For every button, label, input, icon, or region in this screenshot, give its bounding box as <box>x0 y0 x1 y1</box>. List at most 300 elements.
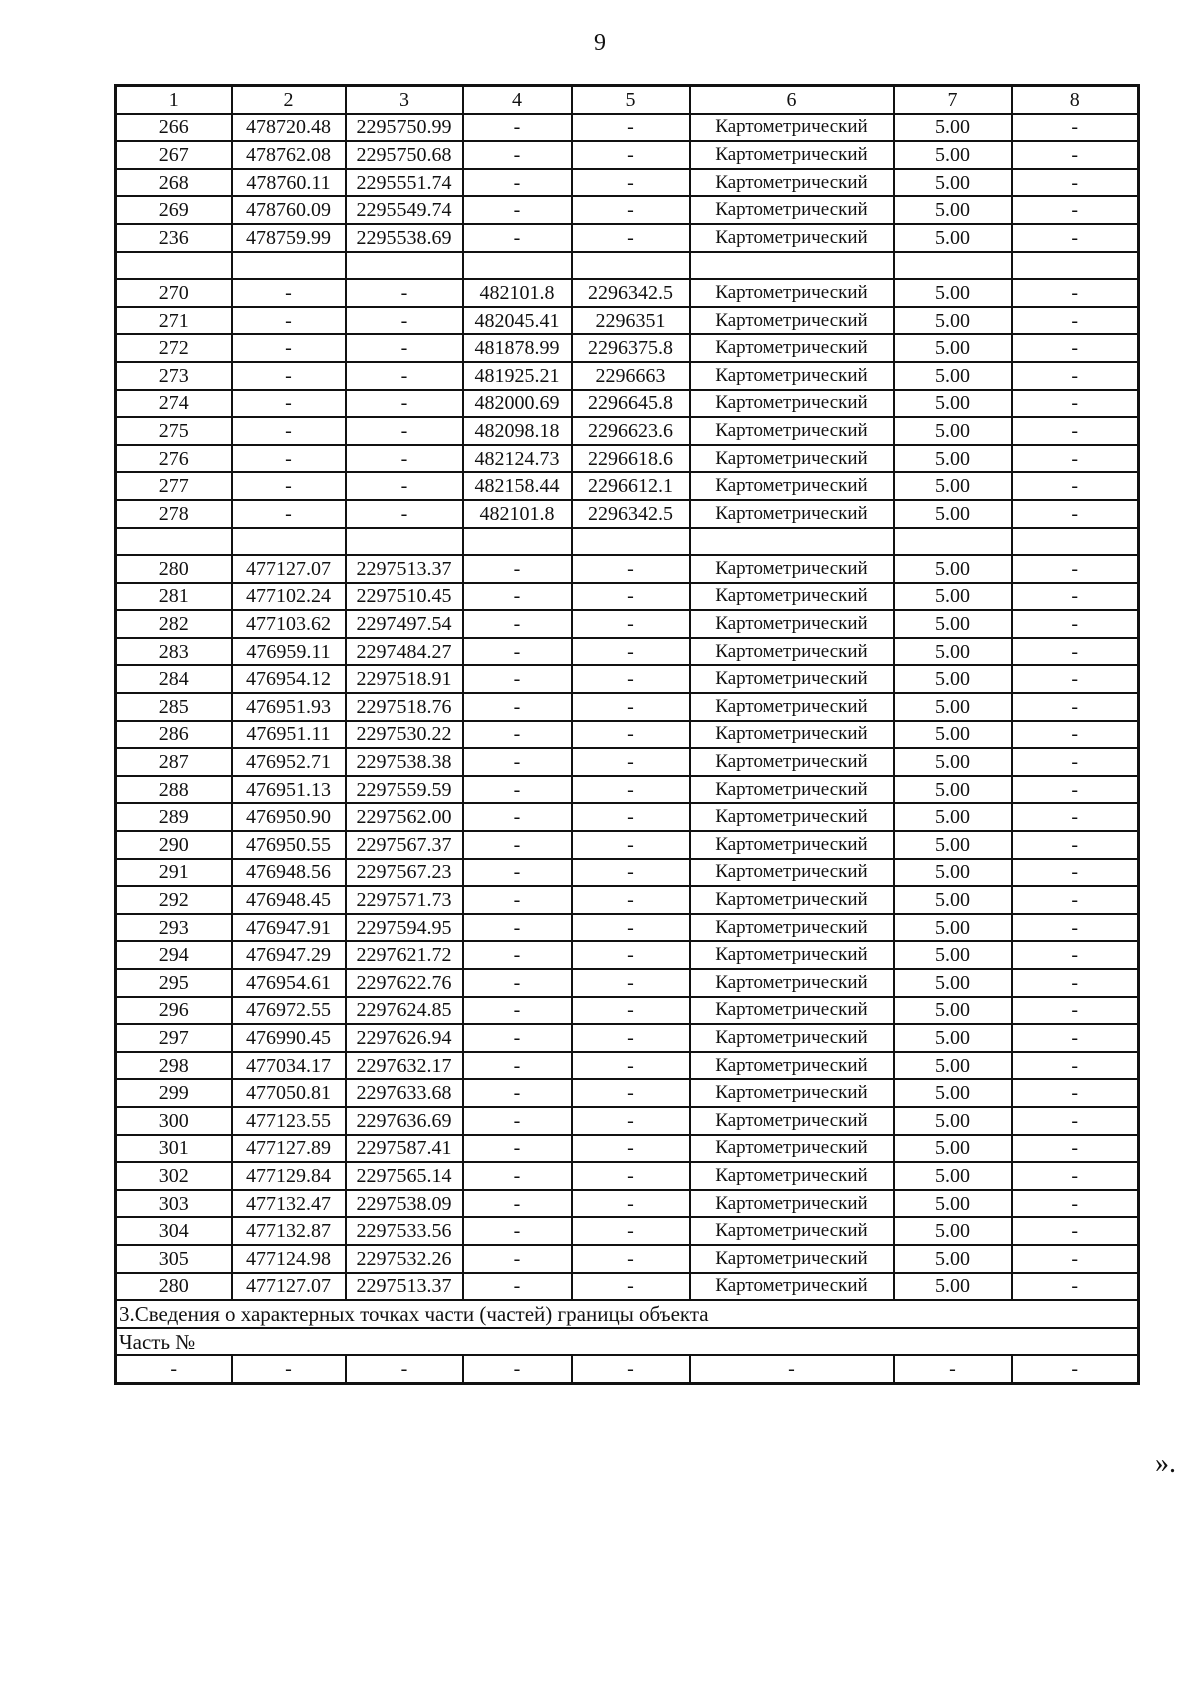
table-cell: 287 <box>116 748 232 776</box>
table-cell: 478759.99 <box>232 224 346 252</box>
table-cell: - <box>572 665 690 693</box>
table-cell: - <box>572 1107 690 1135</box>
table-cell <box>1012 252 1139 280</box>
table-cell: 280 <box>116 1273 232 1301</box>
table-row <box>116 693 1139 721</box>
table-cell: - <box>463 693 572 721</box>
table-cell: - <box>1012 721 1139 749</box>
table-cell: - <box>1012 500 1139 528</box>
table-cell: - <box>463 196 572 224</box>
table-row <box>116 196 1139 224</box>
part-row <box>116 1355 1139 1383</box>
column-header-6: 6 <box>690 86 894 114</box>
table-cell: 303 <box>116 1190 232 1218</box>
table-cell: 476947.29 <box>232 941 346 969</box>
table-cell: - <box>463 859 572 887</box>
table-cell: - <box>1012 224 1139 252</box>
table-cell: - <box>1012 196 1139 224</box>
table-cell: - <box>463 141 572 169</box>
table-cell: - <box>572 114 690 142</box>
table-cell: 5.00 <box>894 1135 1012 1163</box>
table-cell: 2297633.68 <box>346 1079 463 1107</box>
table-cell: - <box>463 1135 572 1163</box>
table-cell: - <box>572 776 690 804</box>
column-header-2: 2 <box>232 86 346 114</box>
table-cell: Картометрический <box>690 472 894 500</box>
table-row <box>116 997 1139 1025</box>
table-cell: 2297624.85 <box>346 997 463 1025</box>
table-cell: - <box>232 307 346 335</box>
table-row <box>116 941 1139 969</box>
table-cell: - <box>1012 859 1139 887</box>
table-cell: 477129.84 <box>232 1162 346 1190</box>
table-cell: 2296645.8 <box>572 390 690 418</box>
table-row <box>116 334 1139 362</box>
table-cell: 482101.8 <box>463 279 572 307</box>
table-cell: 478760.11 <box>232 169 346 197</box>
table-row <box>116 1190 1139 1218</box>
table-cell <box>572 252 690 280</box>
column-header-4: 4 <box>463 86 572 114</box>
table-cell: - <box>463 997 572 1025</box>
table-cell: 5.00 <box>894 886 1012 914</box>
table-cell: - <box>232 500 346 528</box>
table-row <box>116 279 1139 307</box>
table-row <box>116 141 1139 169</box>
table-cell: 285 <box>116 693 232 721</box>
table-cell: 477127.07 <box>232 1273 346 1301</box>
table-cell: - <box>463 1162 572 1190</box>
table-cell: 288 <box>116 776 232 804</box>
table-row <box>116 472 1139 500</box>
table-cell: - <box>572 1052 690 1080</box>
table-cell: 5.00 <box>894 445 1012 473</box>
table-cell <box>1012 528 1139 556</box>
table-cell: 5.00 <box>894 803 1012 831</box>
table-cell: 2297632.17 <box>346 1052 463 1080</box>
table-cell: Картометрический <box>690 859 894 887</box>
table-cell: - <box>463 721 572 749</box>
table-cell: 5.00 <box>894 941 1012 969</box>
table-cell: 482124.73 <box>463 445 572 473</box>
table-row <box>116 1273 1139 1301</box>
table-cell: - <box>572 1273 690 1301</box>
table-cell: 476954.61 <box>232 969 346 997</box>
table-cell: - <box>346 500 463 528</box>
table-cell: 5.00 <box>894 196 1012 224</box>
table-cell: Картометрический <box>690 997 894 1025</box>
table-cell <box>690 528 894 556</box>
table-header <box>116 86 1139 114</box>
table-cell: - <box>346 390 463 418</box>
table-cell: - <box>116 1355 232 1383</box>
table-cell: Картометрический <box>690 693 894 721</box>
table-cell: 482098.18 <box>463 417 572 445</box>
table-cell: 302 <box>116 1162 232 1190</box>
column-header-1: 1 <box>116 86 232 114</box>
table-cell: - <box>1012 1245 1139 1273</box>
table-cell: Картометрический <box>690 334 894 362</box>
table-cell: - <box>346 279 463 307</box>
table-cell: 273 <box>116 362 232 390</box>
table-row <box>116 114 1139 142</box>
table-cell: 2296663 <box>572 362 690 390</box>
table-cell <box>463 252 572 280</box>
table-cell: Картометрический <box>690 445 894 473</box>
table-cell: 5.00 <box>894 1217 1012 1245</box>
table-cell: 476950.90 <box>232 803 346 831</box>
table-cell: - <box>572 1245 690 1273</box>
table-cell: 5.00 <box>894 831 1012 859</box>
table-cell: - <box>1012 610 1139 638</box>
table-cell: Картометрический <box>690 721 894 749</box>
table-cell: - <box>346 417 463 445</box>
table-row <box>116 417 1139 445</box>
table-cell: - <box>232 390 346 418</box>
table-body <box>116 114 1139 1301</box>
table-cell: 5.00 <box>894 1273 1012 1301</box>
table-cell: Картометрический <box>690 307 894 335</box>
table-cell: 280 <box>116 555 232 583</box>
table-cell: 267 <box>116 141 232 169</box>
table-cell: - <box>1012 1135 1139 1163</box>
table-cell: 2297562.00 <box>346 803 463 831</box>
table-cell: 476954.12 <box>232 665 346 693</box>
table-cell: 292 <box>116 886 232 914</box>
table-cell: 281 <box>116 583 232 611</box>
table-cell: 298 <box>116 1052 232 1080</box>
table-cell: 477124.98 <box>232 1245 346 1273</box>
table-cell: - <box>463 941 572 969</box>
table-cell: 5.00 <box>894 776 1012 804</box>
section-3-title: 3.Сведения о характерных точках части (частей) границы объекта <box>116 1300 1139 1328</box>
table-cell: 272 <box>116 334 232 362</box>
table-cell: 2297518.76 <box>346 693 463 721</box>
table-row <box>116 1162 1139 1190</box>
table-cell: - <box>1012 941 1139 969</box>
table-row <box>116 555 1139 583</box>
table-cell: 305 <box>116 1245 232 1273</box>
closing-quote-mark: ». <box>1155 1448 1176 1479</box>
table-row <box>116 886 1139 914</box>
table-cell: - <box>232 362 346 390</box>
table-cell: - <box>894 1355 1012 1383</box>
table-cell: Картометрический <box>690 417 894 445</box>
table-cell: - <box>463 803 572 831</box>
table-cell: Картометрический <box>690 500 894 528</box>
table-cell: 477034.17 <box>232 1052 346 1080</box>
table-cell: 481878.99 <box>463 334 572 362</box>
table-cell: 270 <box>116 279 232 307</box>
table-cell: - <box>346 334 463 362</box>
table-cell: 293 <box>116 914 232 942</box>
table-cell: - <box>232 472 346 500</box>
table-cell: 274 <box>116 390 232 418</box>
table-row <box>116 831 1139 859</box>
table-cell: - <box>463 610 572 638</box>
table-cell <box>232 528 346 556</box>
table-cell: - <box>463 969 572 997</box>
table-cell: - <box>463 665 572 693</box>
table-cell <box>346 528 463 556</box>
table-cell: - <box>463 831 572 859</box>
part-label: Часть № <box>116 1328 1139 1356</box>
table-cell: 5.00 <box>894 1162 1012 1190</box>
table-cell: 5.00 <box>894 610 1012 638</box>
table-cell: Картометрический <box>690 279 894 307</box>
table-row <box>116 1245 1139 1273</box>
table-cell: 2295750.68 <box>346 141 463 169</box>
table-row <box>116 445 1139 473</box>
table-cell: 290 <box>116 831 232 859</box>
table-cell: 275 <box>116 417 232 445</box>
table-cell: 477127.89 <box>232 1135 346 1163</box>
table-cell: - <box>463 1024 572 1052</box>
table-cell: 5.00 <box>894 1107 1012 1135</box>
table-cell: - <box>463 224 572 252</box>
table-cell: 5.00 <box>894 224 1012 252</box>
table-cell: Картометрический <box>690 169 894 197</box>
table-cell: 2297565.14 <box>346 1162 463 1190</box>
table-cell: 289 <box>116 803 232 831</box>
table-cell: 2295551.74 <box>346 169 463 197</box>
table-cell: - <box>572 1355 690 1383</box>
table-cell: 5.00 <box>894 583 1012 611</box>
table-cell: 476947.91 <box>232 914 346 942</box>
table-cell: - <box>1012 1273 1139 1301</box>
table-cell: Картометрический <box>690 1135 894 1163</box>
part-label-row <box>116 1328 1139 1356</box>
boundary-points-table <box>114 84 1140 1385</box>
table-cell: 269 <box>116 196 232 224</box>
table-cell: - <box>463 114 572 142</box>
table-cell: 282 <box>116 610 232 638</box>
table-row <box>116 500 1139 528</box>
table-cell <box>116 528 232 556</box>
table-cell: - <box>1012 169 1139 197</box>
table-cell: - <box>463 1079 572 1107</box>
table-row <box>116 583 1139 611</box>
table-cell: - <box>572 886 690 914</box>
table-cell: 5.00 <box>894 1052 1012 1080</box>
table-cell: 477050.81 <box>232 1079 346 1107</box>
table-cell: 5.00 <box>894 721 1012 749</box>
table-row <box>116 1024 1139 1052</box>
table-cell: 2297530.22 <box>346 721 463 749</box>
table-row <box>116 1079 1139 1107</box>
table-cell: Картометрический <box>690 1245 894 1273</box>
table-cell: - <box>1012 1355 1139 1383</box>
section-3-title-row <box>116 1300 1139 1328</box>
table-cell <box>232 252 346 280</box>
table-cell: 5.00 <box>894 114 1012 142</box>
table-cell: Картометрический <box>690 1217 894 1245</box>
table-cell: - <box>463 776 572 804</box>
table-cell: 236 <box>116 224 232 252</box>
table-cell: Картометрический <box>690 1079 894 1107</box>
table-cell: - <box>463 638 572 666</box>
table-cell: 476948.45 <box>232 886 346 914</box>
table-cell: 283 <box>116 638 232 666</box>
table-cell: - <box>572 1162 690 1190</box>
table-cell: Картометрический <box>690 1162 894 1190</box>
table-cell: 478762.08 <box>232 141 346 169</box>
table-cell: - <box>232 417 346 445</box>
table-cell: - <box>232 334 346 362</box>
table-cell: Картометрический <box>690 362 894 390</box>
table-cell: Картометрический <box>690 941 894 969</box>
table-cell: 277 <box>116 472 232 500</box>
table-cell: - <box>572 997 690 1025</box>
table-cell: 477132.47 <box>232 1190 346 1218</box>
table-cell: Картометрический <box>690 831 894 859</box>
table-cell: 5.00 <box>894 1245 1012 1273</box>
table-cell: 2296375.8 <box>572 334 690 362</box>
table-cell: - <box>346 362 463 390</box>
table-cell: 476972.55 <box>232 997 346 1025</box>
column-header-3: 3 <box>346 86 463 114</box>
table-cell: 2297533.56 <box>346 1217 463 1245</box>
table-cell: 2297513.37 <box>346 555 463 583</box>
table-cell: 300 <box>116 1107 232 1135</box>
table-cell: - <box>1012 390 1139 418</box>
table-cell: - <box>572 1135 690 1163</box>
table-cell: 476951.11 <box>232 721 346 749</box>
table-cell: - <box>572 1024 690 1052</box>
table-row <box>116 169 1139 197</box>
page-number: 9 <box>594 30 606 56</box>
table-cell: Картометрический <box>690 776 894 804</box>
table-cell: 5.00 <box>894 307 1012 335</box>
table-cell: Картометрический <box>690 886 894 914</box>
table-cell: - <box>463 1190 572 1218</box>
table-row <box>116 638 1139 666</box>
table-cell: 476948.56 <box>232 859 346 887</box>
table-cell: - <box>1012 1217 1139 1245</box>
table-cell: 2297567.23 <box>346 859 463 887</box>
table-cell: 477132.87 <box>232 1217 346 1245</box>
table-cell: Картометрический <box>690 224 894 252</box>
table-cell: 286 <box>116 721 232 749</box>
table-cell: 299 <box>116 1079 232 1107</box>
table-cell: - <box>572 141 690 169</box>
table-cell: - <box>1012 997 1139 1025</box>
table-cell: - <box>346 307 463 335</box>
table-cell: - <box>1012 1162 1139 1190</box>
table-cell: - <box>1012 334 1139 362</box>
table-cell: 5.00 <box>894 997 1012 1025</box>
table-cell: 2297518.91 <box>346 665 463 693</box>
table-cell: 2297636.69 <box>346 1107 463 1135</box>
table-cell: 296 <box>116 997 232 1025</box>
table-cell: Картометрический <box>690 390 894 418</box>
table-cell: 476952.71 <box>232 748 346 776</box>
table-cell: - <box>1012 886 1139 914</box>
table-row <box>116 362 1139 390</box>
table-cell: 477102.24 <box>232 583 346 611</box>
table-cell: 478720.48 <box>232 114 346 142</box>
table-cell: 5.00 <box>894 1024 1012 1052</box>
table-cell: Картометрический <box>690 1273 894 1301</box>
table-cell: 2297510.45 <box>346 583 463 611</box>
table-cell: - <box>572 224 690 252</box>
table-cell: 5.00 <box>894 969 1012 997</box>
table-cell: 482000.69 <box>463 390 572 418</box>
table-cell: - <box>572 555 690 583</box>
table-row <box>116 859 1139 887</box>
table-cell: 2296623.6 <box>572 417 690 445</box>
table-cell: - <box>463 914 572 942</box>
table-cell: 5.00 <box>894 1079 1012 1107</box>
table-cell: - <box>1012 583 1139 611</box>
table-cell: Картометрический <box>690 748 894 776</box>
table-cell: 476950.55 <box>232 831 346 859</box>
table-cell: 2295750.99 <box>346 114 463 142</box>
table-cell: 2296351 <box>572 307 690 335</box>
table-cell: - <box>232 445 346 473</box>
table-cell: 476959.11 <box>232 638 346 666</box>
table-cell: - <box>1012 665 1139 693</box>
table-cell: - <box>463 583 572 611</box>
separator-row <box>116 528 1139 556</box>
table-cell: - <box>572 941 690 969</box>
table-cell: 291 <box>116 859 232 887</box>
table-cell: - <box>1012 748 1139 776</box>
table-cell: - <box>572 831 690 859</box>
table-cell: 482101.8 <box>463 500 572 528</box>
table-cell: - <box>1012 307 1139 335</box>
table-cell: 476951.93 <box>232 693 346 721</box>
table-cell: - <box>1012 555 1139 583</box>
table-cell: - <box>572 196 690 224</box>
table-cell: Картометрический <box>690 1024 894 1052</box>
table-cell: - <box>1012 693 1139 721</box>
table-cell: - <box>346 445 463 473</box>
table-cell: 2297559.59 <box>346 776 463 804</box>
table-cell: Картометрический <box>690 610 894 638</box>
table-cell: 481925.21 <box>463 362 572 390</box>
table-cell <box>894 528 1012 556</box>
table-cell: 5.00 <box>894 555 1012 583</box>
table-cell: 5.00 <box>894 362 1012 390</box>
table-cell: - <box>463 1107 572 1135</box>
table-row <box>116 1135 1139 1163</box>
table-cell: 5.00 <box>894 472 1012 500</box>
table-cell: - <box>463 886 572 914</box>
table-row <box>116 803 1139 831</box>
separator-row <box>116 252 1139 280</box>
section-3 <box>116 1300 1139 1383</box>
table-cell <box>894 252 1012 280</box>
table-cell: 5.00 <box>894 417 1012 445</box>
table-cell: 2296612.1 <box>572 472 690 500</box>
table-cell: Картометрический <box>690 969 894 997</box>
table-cell: - <box>1012 914 1139 942</box>
table-cell: - <box>572 693 690 721</box>
table-row <box>116 307 1139 335</box>
table-cell: - <box>232 279 346 307</box>
table-cell: - <box>572 859 690 887</box>
table-cell: - <box>690 1355 894 1383</box>
table-cell: Картометрический <box>690 196 894 224</box>
table-cell: Картометрический <box>690 114 894 142</box>
table-cell: - <box>572 721 690 749</box>
table-cell: 5.00 <box>894 500 1012 528</box>
table-row <box>116 610 1139 638</box>
table-row <box>116 721 1139 749</box>
table-cell: 5.00 <box>894 638 1012 666</box>
table-cell: - <box>572 914 690 942</box>
